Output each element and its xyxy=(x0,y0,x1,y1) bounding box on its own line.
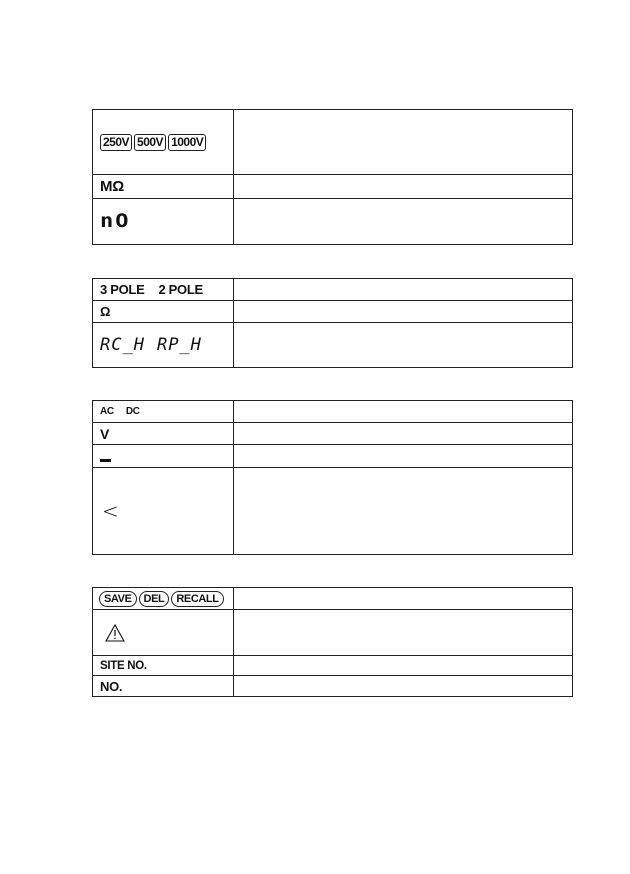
description-cell xyxy=(234,656,572,675)
megaohm-symbol: MΩ xyxy=(100,178,124,195)
description-cell xyxy=(234,676,572,696)
table-row xyxy=(93,279,572,301)
table-row xyxy=(93,656,572,676)
table-row xyxy=(93,175,572,199)
table-row xyxy=(93,676,572,696)
volt-symbol: V xyxy=(100,425,110,442)
description-cell xyxy=(234,401,572,422)
site-no-label: SITE NO. xyxy=(100,659,147,672)
recall-lcd-label: RECALL xyxy=(171,591,223,607)
ac-label: AC xyxy=(100,406,114,417)
table-row xyxy=(93,323,572,367)
table-row xyxy=(93,199,572,244)
table-memory xyxy=(92,587,573,697)
lcd-500v: 500V xyxy=(134,134,166,151)
voltage-buttons xyxy=(93,110,234,174)
warning-icon xyxy=(105,624,125,642)
table-row xyxy=(93,301,572,323)
description-cell xyxy=(234,588,572,609)
description-cell xyxy=(234,423,572,444)
table-earth xyxy=(92,278,573,368)
description-cell xyxy=(234,279,572,300)
two-pole-label: 2 POLE xyxy=(158,282,203,297)
rp-h-segment: RP_H xyxy=(156,335,202,355)
lcd-1000v: 1000V xyxy=(168,134,206,151)
save-lcd-label: SAVE xyxy=(99,591,137,607)
table-row xyxy=(93,445,572,468)
description-cell xyxy=(234,468,572,554)
description-cell xyxy=(234,199,572,244)
no-label: NO. xyxy=(100,678,123,694)
description-cell xyxy=(234,110,572,174)
description-cell xyxy=(234,301,572,322)
del-lcd-label: DEL xyxy=(139,591,170,607)
table-voltage xyxy=(92,400,573,555)
table-row xyxy=(93,588,572,610)
less-than-symbol: < xyxy=(102,499,119,523)
table-row xyxy=(93,401,572,423)
description-cell xyxy=(234,323,572,367)
table-row xyxy=(93,423,572,445)
minus-bar-icon xyxy=(100,459,111,462)
three-pole-label: 3 POLE xyxy=(100,282,145,297)
table-insulation xyxy=(92,109,573,245)
dc-label: DC xyxy=(125,406,140,417)
ohm-symbol: Ω xyxy=(100,304,111,319)
lcd-250v: 250V xyxy=(100,134,132,151)
table-row xyxy=(93,468,572,554)
description-cell xyxy=(234,445,572,467)
table-row xyxy=(93,610,572,656)
table-row xyxy=(93,110,572,175)
description-cell xyxy=(234,175,572,198)
no-segment-display: nO xyxy=(100,210,131,233)
description-cell xyxy=(234,610,572,655)
rc-h-segment: RC_H xyxy=(100,335,145,355)
